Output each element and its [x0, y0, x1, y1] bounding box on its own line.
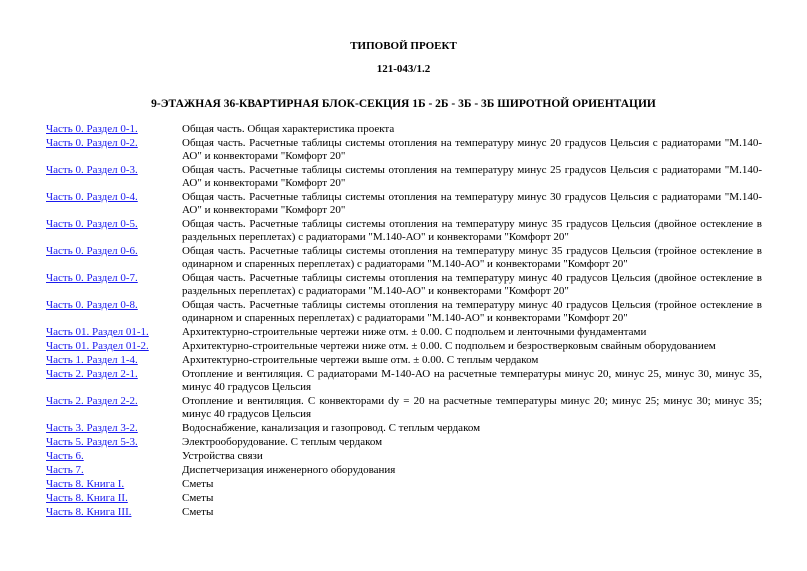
table-row	[46, 245, 762, 272]
section-description: Отопление и вентиляция. С радиаторами М-140-АО на расчетные температуры минус 20, минус 25, минус 30, минус 35, минус 40 градусов Цельсия	[182, 368, 762, 393]
section-ref-cell	[46, 395, 182, 422]
section-description: Сметы	[182, 506, 214, 518]
section-ref-cell	[46, 422, 182, 436]
table-row	[46, 478, 762, 492]
section-description: Общая часть. Расчетные таблицы системы отопления на температуру минус 30 градусов Цельсия с радиаторами "М.140-АО" и конвекторами "Комфорт 20"	[182, 191, 762, 216]
section-link[interactable]: Часть 2. Раздел 2-2.	[46, 395, 138, 407]
section-link[interactable]: Часть 3. Раздел 3-2.	[46, 422, 138, 434]
section-link[interactable]: Часть 6.	[46, 450, 84, 462]
section-ref-cell	[46, 354, 182, 368]
section-description: Архитектурно-строительные чертежи ниже отм. ± 0.00. С подпольем и ленточными фундаментами	[182, 326, 647, 338]
section-ref-cell	[46, 245, 182, 272]
section-description: Общая часть. Расчетные таблицы системы отопления на температуру минус 25 градусов Цельсия с радиаторами "М.140-АО" и конвекторами "Комфорт 20"	[182, 164, 762, 189]
table-row	[46, 354, 762, 368]
section-link[interactable]: Часть 8. Книга I.	[46, 478, 125, 490]
section-link[interactable]: Часть 5. Раздел 5-3.	[46, 436, 138, 448]
section-ref-cell	[46, 450, 182, 464]
section-ref-cell	[46, 326, 182, 340]
section-description: Сметы	[182, 478, 214, 490]
table-row	[46, 299, 762, 326]
table-row	[46, 422, 762, 436]
section-link[interactable]: Часть 01. Раздел 01-2.	[46, 340, 149, 352]
section-ref-cell	[46, 492, 182, 506]
section-ref-cell	[46, 123, 182, 137]
section-description: Общая часть. Расчетные таблицы системы отопления на температуру минус 40 градусов Цельсия (двойное остекление в раздельных переплетах) с радиаторами "М.140-АО" и конвекторами "Комфорт 20"	[182, 272, 762, 297]
section-link[interactable]: Часть 2. Раздел 2-1.	[46, 368, 138, 380]
section-link[interactable]: Часть 0. Раздел 0-4.	[46, 191, 138, 203]
section-ref-cell	[46, 478, 182, 492]
table-row	[46, 272, 762, 299]
section-link[interactable]: Часть 1. Раздел 1-4.	[46, 354, 138, 366]
section-link[interactable]: Часть 01. Раздел 01-1.	[46, 326, 149, 338]
section-description: Устройства связи	[182, 450, 263, 462]
section-link[interactable]: Часть 0. Раздел 0-3.	[46, 164, 138, 176]
section-link[interactable]: Часть 0. Раздел 0-6.	[46, 245, 138, 257]
section-link[interactable]: Часть 0. Раздел 0-8.	[46, 299, 138, 311]
section-ref-cell	[46, 506, 182, 520]
table-row	[46, 464, 762, 478]
section-link[interactable]: Часть 0. Раздел 0-1.	[46, 123, 138, 135]
table-row	[46, 191, 762, 218]
section-ref-cell	[46, 218, 182, 245]
section-description: Сметы	[182, 492, 214, 504]
section-ref-cell	[46, 191, 182, 218]
section-description: Общая часть. Расчетные таблицы системы отопления на температуру минус 20 градусов Цельсия с радиаторами "М.140-АО" и конвекторами "Комфорт 20"	[182, 137, 762, 162]
table-row	[46, 340, 762, 354]
table-row	[46, 137, 762, 164]
document-title: ТИПОВОЙ ПРОЕКТ	[350, 40, 457, 52]
section-link[interactable]: Часть 0. Раздел 0-7.	[46, 272, 138, 284]
section-ref-cell	[46, 137, 182, 164]
table-row	[46, 164, 762, 191]
section-description: Архитектурно-строительные чертежи ниже отм. ± 0.00. С подпольем и безростверковым свайным оборудованием	[182, 340, 716, 352]
table-row	[46, 436, 762, 450]
section-description: Общая часть. Расчетные таблицы системы отопления на температуру минус 35 градусов Цельсия (тройное остекление в одинарном и спаренных переплетах) с радиаторами "М.140-АО" и конвекторами "Комфорт 20"	[182, 245, 762, 270]
section-link[interactable]: Часть 8. Книга III.	[46, 506, 132, 518]
section-description: Архитектурно-строительные чертежи выше отм. ± 0.00. С теплым чердаком	[182, 354, 539, 366]
section-link[interactable]: Часть 8. Книга II.	[46, 492, 128, 504]
document-number: 121-043/1.2	[376, 63, 431, 75]
table-row	[46, 395, 762, 422]
section-ref-cell	[46, 164, 182, 191]
section-link[interactable]: Часть 0. Раздел 0-2.	[46, 137, 138, 149]
table-row	[46, 492, 762, 506]
table-row	[46, 218, 762, 245]
section-link[interactable]: Часть 0. Раздел 0-5.	[46, 218, 138, 230]
section-ref-cell	[46, 436, 182, 450]
section-description: Общая часть. Расчетные таблицы системы отопления на температуру минус 40 градусов Цельсия (тройное остекление в одинарном и спаренных переплетах) с радиаторами "М.140-АО" и конвекторами "Комфорт 20"	[182, 299, 762, 324]
table-row	[46, 450, 762, 464]
contents-table-body	[46, 123, 762, 520]
section-description: Общая часть. Расчетные таблицы системы отопления на температуру минус 35 градусов Цельсия (двойное остекление в раздельных переплетах) с радиаторами "М.140-АО" и конвекторами "Комфорт 20"	[182, 218, 762, 243]
section-ref-cell	[46, 272, 182, 299]
document-subtitle: 9-ЭТАЖНАЯ 36-КВАРТИРНАЯ БЛОК-СЕКЦИЯ 1Б - 2Б - 3Б - 3Б ШИРОТНОЙ ОРИЕНТАЦИИ	[151, 98, 656, 110]
section-description: Отопление и вентиляция. С конвекторами dy = 20 на расчетные температуры минус 20; минус 25; минус 30; минус 35; минус 40 градусов Цельсия	[182, 395, 762, 420]
section-description: Диспетчеризация инженерного оборудования	[182, 464, 396, 476]
section-ref-cell	[46, 464, 182, 478]
section-link[interactable]: Часть 7.	[46, 464, 84, 476]
section-description: Электрооборудование. С теплым чердаком	[182, 436, 383, 448]
section-ref-cell	[46, 368, 182, 395]
table-row	[46, 506, 762, 520]
section-ref-cell	[46, 299, 182, 326]
table-row	[46, 123, 762, 137]
table-row	[46, 326, 762, 340]
section-ref-cell	[46, 340, 182, 354]
section-description: Общая часть. Общая характеристика проекта	[182, 123, 395, 135]
section-description: Водоснабжение, канализация и газопровод. С теплым чердаком	[182, 422, 481, 434]
contents-table	[46, 123, 762, 520]
table-row	[46, 368, 762, 395]
